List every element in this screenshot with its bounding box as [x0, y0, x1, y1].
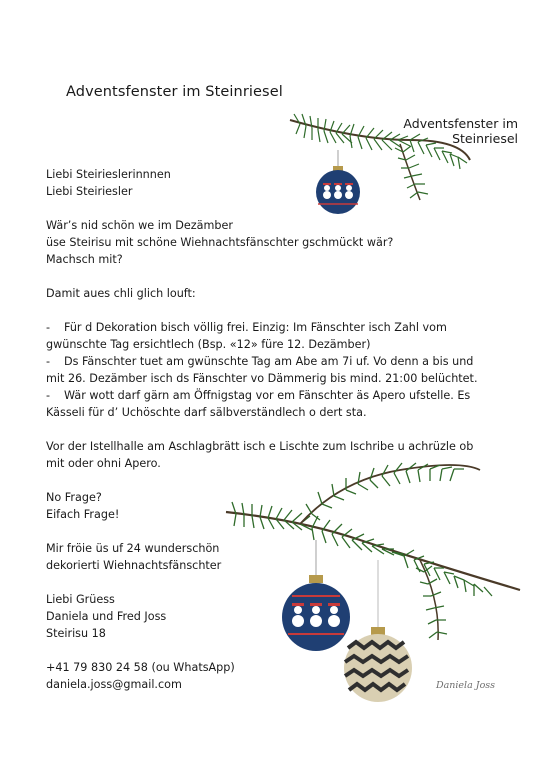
bullet-dash: - [46, 389, 51, 402]
signup-line-1: Vor der Istellhalle am Aschlagbrätt isch e Lischte zum Ischribe u achrüzle ob [46, 440, 474, 453]
greeting-line-1: Liebi Steirieslerinnnen [46, 168, 171, 181]
signoff-names: Daniela und Fred Joss [46, 610, 167, 623]
faq-line-1: No Frage? [46, 491, 102, 504]
signup-line-2: mit oder ohni Apero. [46, 457, 161, 470]
bullet-dash: - [46, 321, 51, 334]
corner-title-line2: Steinriesel [452, 131, 518, 146]
rule-1-line-1: Für d Dekoration bisch völlig frei. Einzig: Im Fänschter isch Zahl vom [64, 321, 447, 334]
question-line-1: Wär’s nid schön we im Dezämber [46, 219, 234, 232]
closing-line-2: dekorierti Wiehnachtsfänschter [46, 559, 222, 572]
contact-email[interactable]: daniela.joss@gmail.com [46, 678, 182, 691]
greeting-line-2: Liebi Steiriesler [46, 185, 133, 198]
artist-signature: Daniela Joss [436, 680, 496, 691]
rule-2-line-2: mit 26. Dezämber isch ds Fänschter vo Dämmerig bis mind. 21:00 belüchtet. [46, 372, 478, 385]
corner-title-line1: Adventsfenster im [403, 116, 518, 131]
rule-1-line-2: gwünschte Tag ersichtlech (Bsp. «12» füre 12. Dezämber) [46, 338, 371, 351]
closing-line-1: Mir fröie üs uf 24 wunderschön [46, 542, 220, 555]
ornament-cap-zigzag [371, 627, 385, 635]
question-line-2: üse Steirisu mit schöne Wiehnachtsfänschter gschmückt wär? [46, 236, 394, 249]
page-title: Adventsfenster im Steinriesel [66, 84, 283, 100]
rule-3-line-2: Kässeli für d’ Uchöschte darf sälbverständlech o dert sta. [46, 406, 367, 419]
rule-2-line-1: Ds Fänschter tuet am gwünschte Tag am Abe am 7i uf. Vo denn a bis und [64, 355, 474, 368]
pine-branch-bottom [226, 463, 520, 640]
signoff-address: Steirisu 18 [46, 627, 106, 640]
rules-intro: Damit aues chli glich louft: [46, 287, 196, 300]
signoff-greeting: Liebi Grüess [46, 593, 115, 606]
bullet-dash: - [46, 355, 51, 368]
contact-phone[interactable]: +41 79 830 24 58 (ou WhatsApp) [46, 661, 235, 674]
rule-3-line-1: Wär wott darf gärn am Öffnigstag vor em Fänschter äs Apero ufstelle. Es [64, 389, 471, 402]
faq-line-2: Eifach Frage! [46, 508, 120, 521]
ornament-cap-blue [309, 575, 323, 583]
question-line-3: Machsch mit? [46, 253, 123, 266]
